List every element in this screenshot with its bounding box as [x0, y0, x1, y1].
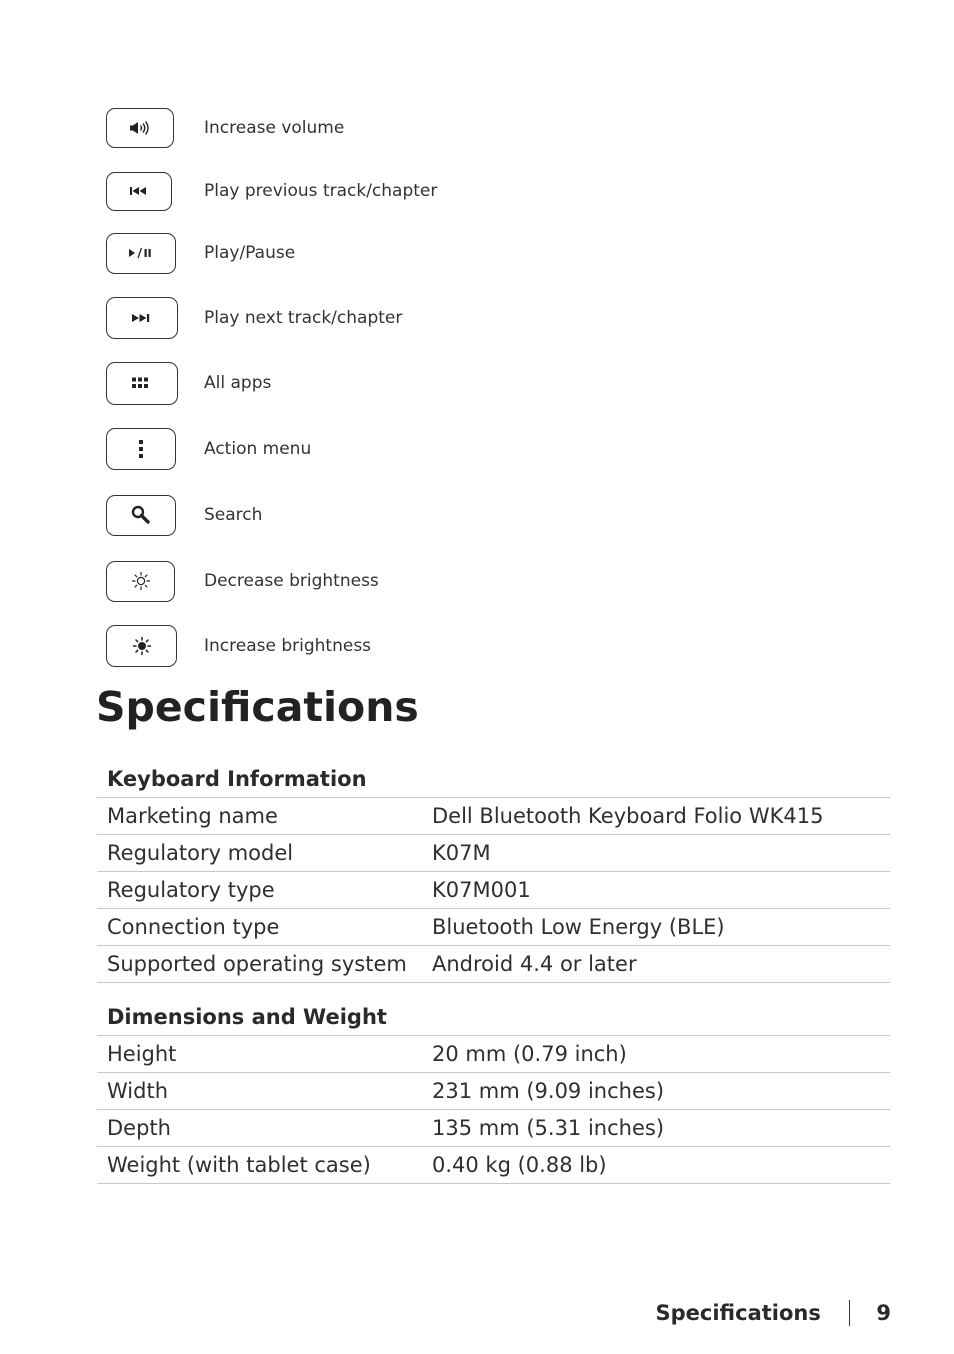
key-label: Action menu: [204, 439, 312, 459]
spec-key: Regulatory model: [107, 841, 294, 865]
spec-key: Weight (with tablet case): [107, 1153, 371, 1177]
spec-value: Android 4.4 or later: [432, 952, 637, 976]
section-title: Dimensions and Weight: [107, 1005, 387, 1029]
key-label: Increase volume: [204, 118, 345, 138]
key-previous-track: [106, 172, 172, 211]
section-title: Keyboard Information: [107, 767, 367, 791]
page-number: 9: [876, 1301, 891, 1325]
action-menu-icon: [137, 438, 145, 460]
spec-value: 0.40 kg (0.88 lb): [432, 1153, 607, 1177]
key-label: Play previous track/chapter: [204, 181, 438, 201]
key-increase-volume: [106, 108, 174, 148]
key-row-search: [106, 494, 263, 536]
play-pause-icon: [126, 246, 156, 260]
key-row-decrease-brightness: [106, 560, 379, 602]
spec-value: Bluetooth Low Energy (BLE): [432, 915, 725, 939]
spec-value: K07M001: [432, 878, 531, 902]
spec-key: Connection type: [107, 915, 280, 939]
key-row-play-pause: [106, 232, 296, 274]
table-row: [97, 945, 890, 983]
key-label: Search: [204, 505, 263, 525]
spec-key: Marketing name: [107, 804, 278, 828]
key-increase-brightness: [106, 625, 177, 667]
spec-value: Dell Bluetooth Keyboard Folio WK415: [432, 804, 824, 828]
key-label: Play next track/chapter: [204, 308, 403, 328]
table-row: [97, 871, 890, 908]
key-label: Increase brightness: [204, 636, 372, 656]
key-decrease-brightness: [106, 561, 175, 602]
keyboard-information-table: [97, 761, 890, 983]
key-row-increase-volume: [106, 107, 345, 149]
key-action-menu: [106, 428, 176, 470]
spec-key: Depth: [107, 1116, 171, 1140]
key-row-previous-track: [106, 170, 438, 212]
key-label: All apps: [204, 373, 272, 393]
table-row: [97, 1109, 890, 1146]
footer-section-name: Specifications: [655, 1301, 821, 1325]
key-label: Decrease brightness: [204, 571, 379, 591]
table-row: [97, 1146, 890, 1184]
brightness-up-icon: [132, 636, 152, 656]
key-row-action-menu: [106, 428, 312, 470]
spec-key: Supported operating system: [107, 952, 407, 976]
dimensions-weight-table: [97, 999, 890, 1184]
key-search: [106, 495, 176, 536]
spec-value: 20 mm (0.79 inch): [432, 1042, 627, 1066]
key-row-next-track: [106, 297, 403, 339]
key-row-increase-brightness: [106, 625, 372, 667]
key-label: Play/Pause: [204, 243, 296, 263]
spec-value: 135 mm (5.31 inches): [432, 1116, 665, 1140]
spec-key: Height: [107, 1042, 177, 1066]
key-next-track: [106, 297, 178, 339]
key-row-all-apps: [106, 362, 272, 404]
table-row: [97, 797, 890, 834]
footer-divider: [849, 1300, 851, 1326]
spec-key: Regulatory type: [107, 878, 275, 902]
brightness-down-icon: [131, 571, 151, 591]
spec-value: 231 mm (9.09 inches): [432, 1079, 665, 1103]
next-track-icon: [130, 312, 154, 324]
table-row: [97, 1072, 890, 1109]
table-row: [97, 908, 890, 945]
all-apps-icon: [131, 376, 153, 390]
volume-up-icon: [128, 120, 152, 136]
key-play-pause: [106, 233, 176, 274]
key-all-apps: [106, 362, 178, 405]
spec-key: Width: [107, 1079, 169, 1103]
page-title: Specifications: [96, 683, 419, 731]
spec-value: K07M: [432, 841, 491, 865]
page-footer: [656, 1297, 891, 1329]
table-row: [97, 1035, 890, 1072]
previous-track-icon: [128, 185, 150, 197]
table-row: [97, 834, 890, 871]
search-icon: [130, 504, 152, 526]
